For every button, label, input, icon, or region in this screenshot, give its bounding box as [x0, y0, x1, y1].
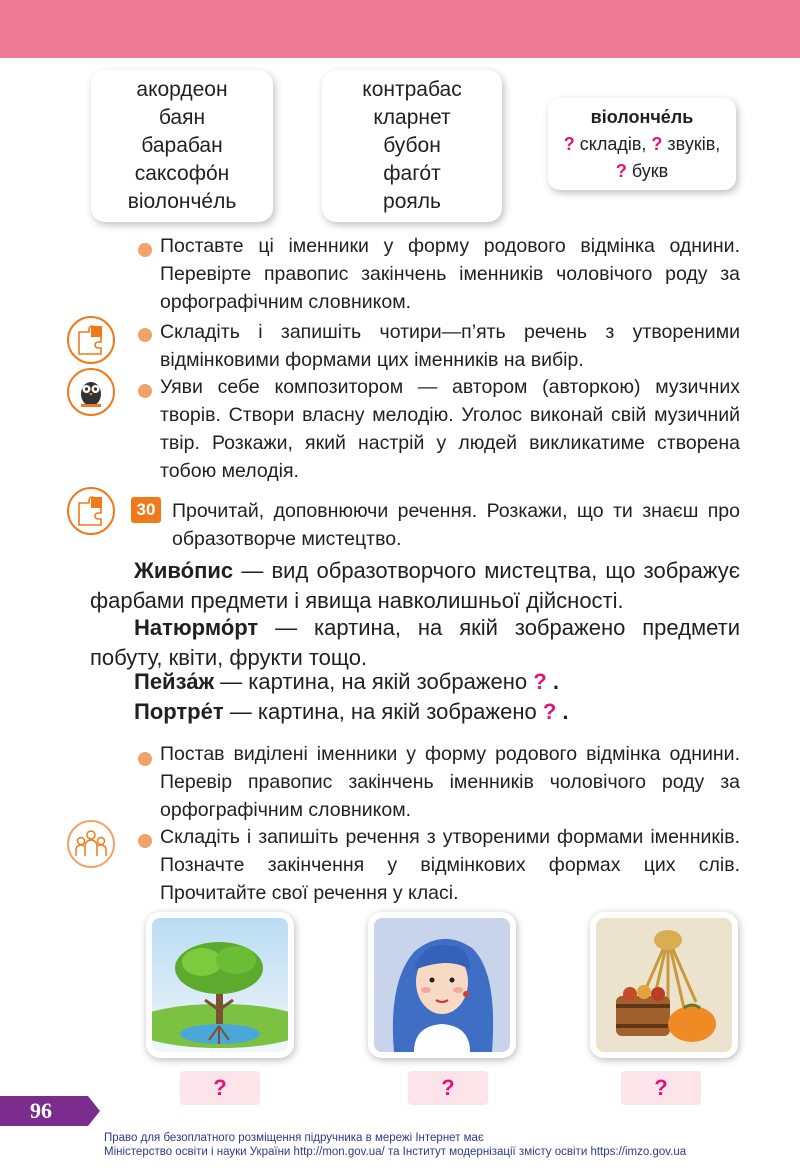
owl-icon: [67, 368, 115, 416]
still-life-illustration: [596, 918, 732, 1052]
analysis-word: віолонче́ль: [590, 107, 694, 127]
analysis-line: [548, 158, 736, 185]
definition-paragraph: [90, 613, 740, 673]
definition-term: Портре́т: [134, 699, 224, 724]
portrait-illustration: [374, 918, 510, 1052]
question-mark: ?: [542, 699, 557, 724]
word: контрабас: [362, 78, 462, 101]
question-mark: ?: [615, 161, 627, 181]
landscape-picture: [146, 912, 294, 1058]
top-color-band: [0, 0, 800, 58]
bullet-icon: [138, 328, 152, 342]
group-work-icon: [67, 820, 115, 868]
footer-line: Міністерство освіти і науки України http://mon.gov.ua/ та Інститут модернізації змісту освіти https://imzo.gov.ua: [104, 1146, 687, 1158]
task-text: Складіть і запишіть чотири—п’ять речень з утвореними відмінковими формами цих іменників на вибір.: [160, 321, 740, 371]
word: баян: [158, 106, 206, 129]
word: віолонче́ль: [127, 190, 237, 213]
definition-text: — вид образотворчого мистецтва, що зображує фарбами предмети і явища навколишньої дійсності.: [90, 558, 740, 613]
task-text: Поставте ці іменники у форму родового відмінка однини. Перевірте правопис закінчень іменників чоловічого роду за орфографічним словником.: [160, 235, 740, 313]
page-number: 96: [30, 1098, 52, 1123]
word-card-right: [322, 70, 502, 222]
bullet-icon: [138, 384, 152, 398]
word-analysis-card: [548, 98, 736, 190]
task-text: Складіть і запишіть речення з утвореними формами іменників. Позначте закінчення у відмінкових формах цих слів. Прочитайте свої речення у класі.: [160, 826, 740, 904]
word: бубон: [383, 134, 441, 157]
definition-text: — картина, на якій зображено: [223, 699, 543, 724]
sounds-label: звуків,: [662, 134, 721, 154]
analysis-line: [548, 131, 736, 158]
footer-copyright: [104, 1131, 764, 1159]
definition-term: Натюрмо́рт: [134, 615, 259, 640]
definition-term: Живо́пис: [134, 558, 234, 583]
syllables-label: складів,: [574, 134, 652, 154]
bullet-icon: [138, 752, 152, 766]
word: акордеон: [136, 78, 228, 101]
definition-end: .: [552, 669, 559, 694]
definition-paragraph: [90, 556, 740, 616]
definition-end: .: [562, 699, 569, 724]
word: саксофо́н: [134, 162, 230, 185]
word: барабан: [141, 134, 223, 157]
portrait-picture: [368, 912, 516, 1058]
answer-placeholder: ?: [180, 1071, 260, 1105]
definition-paragraph: [134, 667, 740, 697]
answer-placeholder: ?: [621, 1071, 701, 1105]
task-text: Постав виділені іменники у форму родового відмінка однини. Перевір правопис закінчень іменників чоловічого роду за орфографічним словником.: [160, 743, 740, 821]
word: рояль: [383, 190, 441, 213]
exercise-number: 30: [131, 497, 161, 523]
puzzle-icon: [67, 487, 115, 535]
still-life-picture: [590, 912, 738, 1058]
bullet-icon: [138, 243, 152, 257]
definition-paragraph: [134, 697, 740, 727]
task-text: Уяви себе композитором — автором (авторкою) музичних творів. Створи власну мелодію. Уголос виконай свій музичний твір. Розкажи, який настрій у людей викликатиме створена тобою мелодія.: [160, 376, 740, 482]
letters-label: букв: [626, 161, 669, 181]
word: кларнет: [373, 106, 451, 129]
question-mark: ?: [563, 134, 575, 154]
answer-placeholder: ?: [408, 1071, 488, 1105]
bullet-icon: [138, 834, 152, 848]
question-mark: ?: [651, 134, 663, 154]
landscape-illustration: [152, 918, 288, 1052]
definition-text: — картина, на якій зображено предмети побуту, квіти, фрукти тощо.: [90, 615, 740, 670]
definition-text: — картина, на якій зображено: [214, 669, 534, 694]
question-mark: ?: [533, 669, 547, 694]
word: фаго́т: [383, 162, 441, 185]
footer-line: Право для безоплатного розміщення підручника в мережі Інтернет має: [104, 1132, 484, 1144]
exercise-text: Прочитай, доповнюючи речення. Розкажи, що ти знаєш про образотворче мистецтво.: [172, 500, 740, 550]
definition-term: Пейза́ж: [134, 669, 215, 694]
puzzle-icon: [67, 316, 115, 364]
word-card-left: [91, 70, 273, 222]
